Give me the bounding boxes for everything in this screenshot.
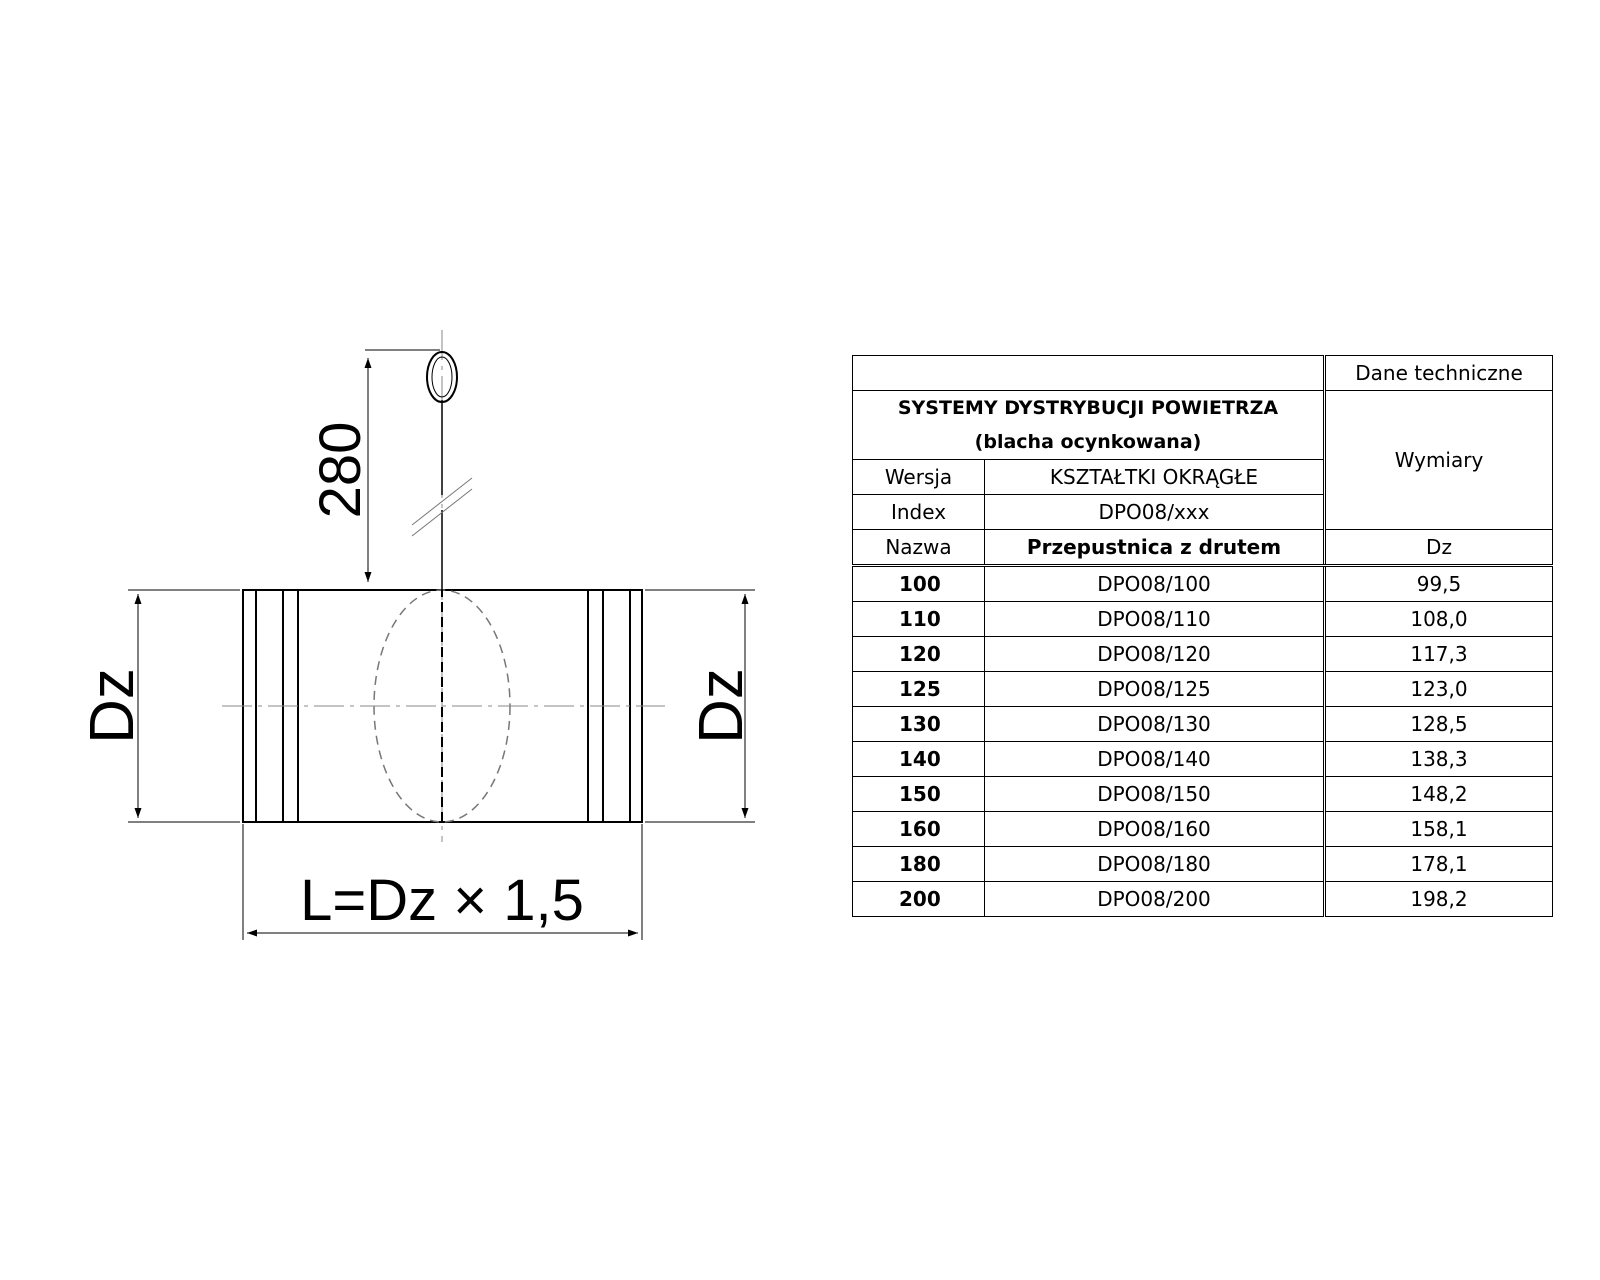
dz-value-cell: 117,3: [1325, 637, 1553, 672]
name-value: Przepustnica z drutem: [985, 530, 1325, 566]
technical-data-table: [852, 355, 1553, 917]
table-row: [853, 812, 1553, 847]
dz-value-cell: 158,1: [1325, 812, 1553, 847]
size-cell: 160: [853, 812, 985, 847]
size-cell: 110: [853, 602, 985, 637]
size-cell: 125: [853, 672, 985, 707]
left-diameter-label: Dz: [78, 668, 147, 744]
name-row: [853, 530, 1553, 566]
version-label: Wersja: [853, 460, 985, 495]
dz-value-cell: 123,0: [1325, 672, 1553, 707]
table-title-row: [853, 391, 1553, 460]
table-row: [853, 707, 1553, 742]
height-dimension-label: 280: [308, 421, 373, 519]
dz-value-cell: 128,5: [1325, 707, 1553, 742]
code-cell: DPO08/125: [985, 672, 1325, 707]
height-dimension: [365, 350, 440, 582]
dz-value-cell: 178,1: [1325, 847, 1553, 882]
code-cell: DPO08/180: [985, 847, 1325, 882]
length-formula-label: L=Dz × 1,5: [300, 868, 584, 933]
data-rows: [853, 566, 1553, 917]
table-row: [853, 742, 1553, 777]
size-cell: 180: [853, 847, 985, 882]
code-cell: DPO08/110: [985, 602, 1325, 637]
dz-value-cell: 108,0: [1325, 602, 1553, 637]
size-cell: 200: [853, 882, 985, 917]
size-cell: 150: [853, 777, 985, 812]
table-title: [853, 391, 1325, 460]
dz-value-cell: 99,5: [1325, 566, 1553, 602]
table-header-row: [853, 356, 1553, 391]
code-cell: DPO08/150: [985, 777, 1325, 812]
title-line-1: SYSTEMY DYSTRYBUCJI POWIETRZA: [897, 397, 1279, 419]
title-line-2: (blacha ocynkowana): [974, 431, 1202, 453]
table-row: [853, 637, 1553, 672]
table-row: [853, 882, 1553, 917]
size-cell: 140: [853, 742, 985, 777]
version-value: KSZTAŁTKI OKRĄGŁE: [985, 460, 1325, 495]
size-cell: 120: [853, 637, 985, 672]
index-label: Index: [853, 495, 985, 530]
right-diameter-label: Dz: [687, 668, 756, 744]
dz-value-cell: 148,2: [1325, 777, 1553, 812]
table-row: [853, 777, 1553, 812]
code-cell: DPO08/160: [985, 812, 1325, 847]
empty-header-cell: [853, 356, 1325, 391]
dz-column-header: Dz: [1325, 530, 1553, 566]
technical-data-header: Dane techniczne: [1325, 356, 1553, 391]
code-cell: DPO08/200: [985, 882, 1325, 917]
code-cell: DPO08/130: [985, 707, 1325, 742]
code-cell: DPO08/100: [985, 566, 1325, 602]
size-cell: 130: [853, 707, 985, 742]
table-row: [853, 602, 1553, 637]
table-row: [853, 672, 1553, 707]
center-lines: [222, 330, 665, 842]
code-cell: DPO08/120: [985, 637, 1325, 672]
dz-value-cell: 138,3: [1325, 742, 1553, 777]
dimensions-header: Wymiary: [1325, 391, 1553, 530]
table-row: [853, 566, 1553, 602]
code-cell: DPO08/140: [985, 742, 1325, 777]
name-label: Nazwa: [853, 530, 985, 566]
table-row: [853, 847, 1553, 882]
size-cell: 100: [853, 566, 985, 602]
dz-value-cell: 198,2: [1325, 882, 1553, 917]
index-value: DPO08/xxx: [985, 495, 1325, 530]
